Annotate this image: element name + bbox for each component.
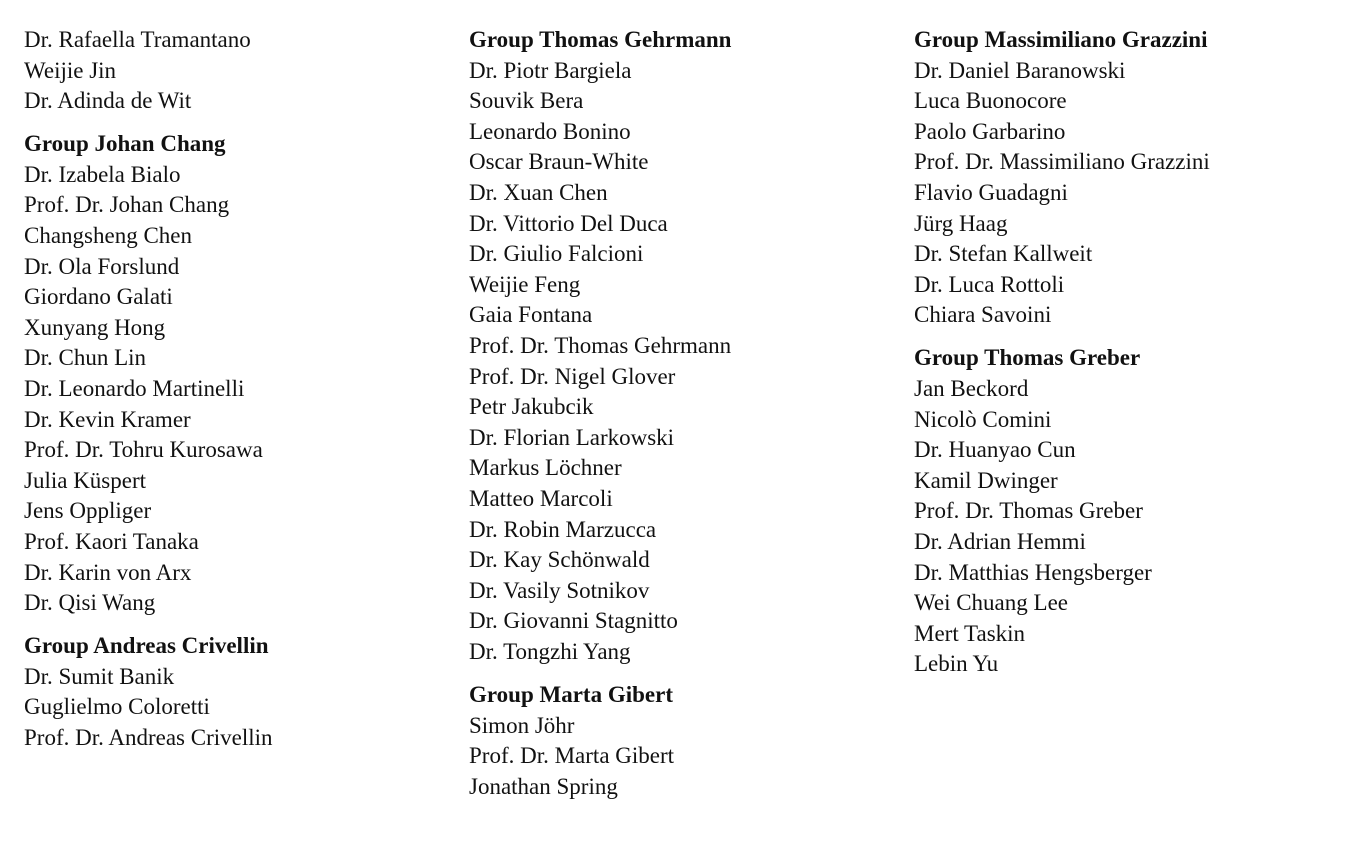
member-name: Dr. Luca Rottoli (914, 271, 1065, 297)
member-name: Dr. Adrian Hemmi (914, 529, 1086, 554)
member-name: Dr. Sumit Banik (24, 663, 175, 689)
member-name: Dr. Daniel Baranowski (914, 57, 1126, 83)
member-name: Dr. Ola Forslund (24, 253, 180, 279)
member-name: Jens Oppliger (24, 498, 152, 524)
member-name: Giordano Galati (24, 284, 173, 310)
member-name: Prof. Dr. Johan Chang (24, 192, 230, 218)
member-name: Dr. Chun Lin (24, 345, 147, 371)
directory-column (469, 25, 899, 815)
member-name: Gaia Fontana (469, 302, 593, 328)
directory-column (24, 25, 454, 766)
member-name: Nicolò Comini (914, 406, 1052, 432)
member-name: Dr. Qisi Wang (24, 590, 156, 616)
member-name: Dr. Adinda de Wit (24, 88, 192, 114)
member-name: Lebin Yu (914, 651, 999, 677)
member-name: Simon Jöhr (469, 712, 575, 738)
research-group (914, 343, 1344, 680)
member-name: Chiara Savoini (914, 302, 1052, 328)
member-name: Prof. Dr. Thomas Gehrmann (469, 332, 732, 358)
directory-column (914, 25, 1344, 692)
member-name: Prof. Kaori Tanaka (24, 529, 199, 554)
group-heading: Group Thomas Greber (914, 345, 1141, 371)
member-list (469, 711, 899, 803)
member-name: Souvik Bera (469, 88, 584, 114)
group-heading: Group Marta Gibert (469, 681, 673, 707)
member-name: Julia Küspert (24, 467, 147, 493)
member-name: Dr. Rafaella Tramantano (24, 27, 251, 52)
member-name: Luca Buonocore (914, 88, 1067, 114)
member-name: Prof. Dr. Massimiliano Grazzini (914, 149, 1210, 175)
group-heading: Group Thomas Gehrmann (469, 27, 732, 52)
member-name: Prof. Dr. Thomas Greber (914, 498, 1143, 524)
member-name: Jan Beckord (914, 376, 1029, 402)
member-list (24, 662, 454, 754)
member-name: Dr. Karin von Arx (24, 559, 192, 585)
member-name: Jürg Haag (914, 210, 1008, 236)
member-name: Dr. Giulio Falcioni (469, 241, 644, 267)
member-name: Jonathan Spring (469, 773, 618, 799)
member-name: Prof. Dr. Marta Gibert (469, 743, 675, 769)
research-group (24, 25, 454, 117)
member-name: Dr. Kay Schönwald (469, 547, 650, 573)
member-name: Prof. Dr. Tohru Kurosawa (24, 437, 263, 463)
member-name: Markus Löchner (469, 455, 622, 481)
member-name: Xunyang Hong (24, 314, 166, 340)
member-name: Dr. Giovanni Stagnitto (469, 608, 678, 634)
member-list (469, 56, 899, 668)
member-name: Dr. Florian Larkowski (469, 424, 675, 450)
member-name: Oscar Braun-White (469, 149, 649, 175)
member-name: Dr. Leonardo Martinelli (24, 376, 245, 402)
member-list (914, 374, 1344, 680)
member-name: Dr. Huanyao Cun (914, 437, 1076, 463)
member-directory (24, 25, 1354, 835)
member-name: Dr. Kevin Kramer (24, 406, 191, 432)
member-name: Petr Jakubcik (469, 394, 594, 420)
member-name: Mert Taskin (914, 620, 1026, 646)
member-name: Matteo Marcoli (469, 485, 613, 511)
research-group (469, 25, 899, 667)
member-name: Weijie Feng (469, 271, 581, 297)
member-name: Flavio Guadagni (914, 179, 1068, 205)
member-name: Dr. Stefan Kallweit (914, 241, 1093, 267)
member-name: Dr. Vasily Sotnikov (469, 577, 650, 603)
member-name: Leonardo Bonino (469, 118, 631, 144)
member-name: Dr. Izabela Bialo (24, 161, 181, 187)
member-name: Changsheng Chen (24, 223, 193, 249)
member-name: Prof. Dr. Andreas Crivellin (24, 725, 273, 751)
group-heading: Group Massimiliano Grazzini (914, 27, 1208, 52)
research-group (914, 25, 1344, 331)
group-heading: Group Johan Chang (24, 131, 226, 157)
member-list (24, 25, 454, 117)
member-name: Dr. Tongzhi Yang (469, 638, 631, 664)
research-group (24, 631, 454, 753)
group-heading: Group Andreas Crivellin (24, 633, 269, 659)
research-group (24, 129, 454, 619)
member-name: Weijie Jin (24, 57, 117, 83)
member-name: Guglielmo Coloretti (24, 694, 210, 720)
member-name: Dr. Matthias Hengsberger (914, 559, 1152, 585)
member-name: Wei Chuang Lee (914, 590, 1068, 616)
member-name: Dr. Xuan Chen (469, 179, 608, 205)
member-name: Dr. Vittorio Del Duca (469, 210, 668, 236)
member-list (24, 160, 454, 619)
member-name: Dr. Robin Marzucca (469, 516, 657, 542)
member-name: Paolo Garbarino (914, 118, 1066, 144)
member-name: Prof. Dr. Nigel Glover (469, 363, 676, 389)
member-name: Kamil Dwinger (914, 467, 1058, 493)
research-group (469, 680, 899, 802)
member-list (914, 56, 1344, 331)
member-name: Dr. Piotr Bargiela (469, 57, 632, 83)
